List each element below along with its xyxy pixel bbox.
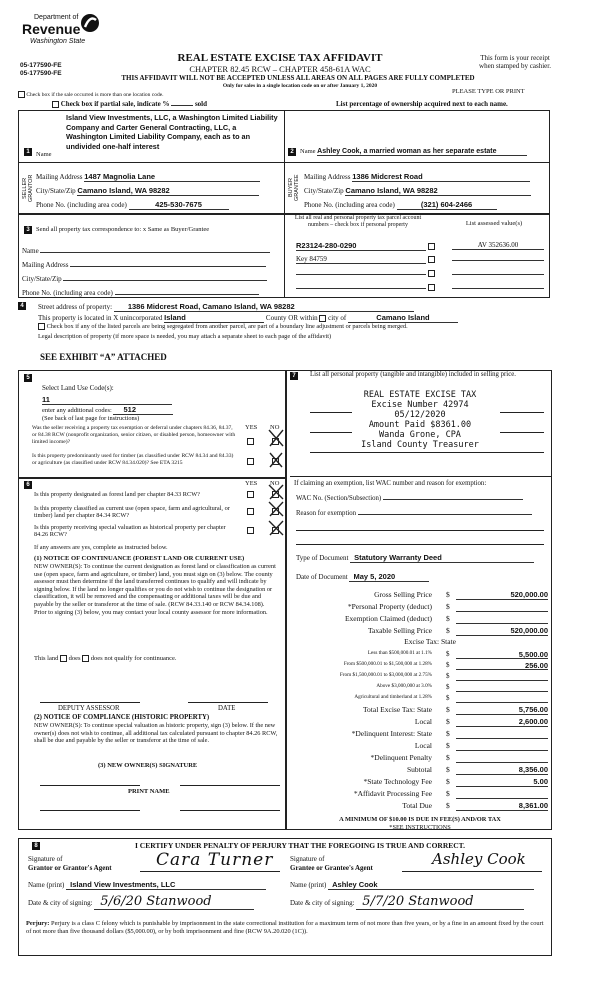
s6-q1-no-check-icon	[267, 483, 285, 501]
stamp-line-5: Wanda Grone, CPA	[379, 430, 461, 440]
multi-location-row	[18, 91, 164, 98]
seller-name-label: Name	[36, 151, 52, 158]
total-due-label: Total Due	[402, 801, 432, 810]
buyer-city-value: Camano Island, WA 98282	[345, 186, 531, 196]
rate-2-label: From $500,000.01 to $1,500,000 at 1.28%	[343, 661, 432, 667]
s6-question-3: Is this property receiving special valuation as historical property per chapter 84.26 RCW?	[34, 524, 226, 538]
s5-q1-no-check-icon	[267, 428, 285, 448]
partial-sale-label: Check box if partial sale, indicate %	[60, 100, 170, 108]
segregated-row	[38, 323, 408, 330]
assessed-1	[452, 241, 544, 250]
exemption-deduct-label: Exemption Claimed (deduct)	[344, 614, 432, 623]
s6-no-header: NO	[270, 480, 280, 487]
doc-type-label: Type of Document	[296, 554, 349, 562]
rate-2-dollar: $	[446, 661, 450, 669]
s5-q1-yes-checkbox[interactable]	[247, 438, 254, 445]
dept-of: Department of	[34, 14, 79, 21]
partial-sale-sold: sold	[194, 100, 208, 108]
grantee-name-value: Ashley Cook	[328, 880, 534, 890]
street-row	[38, 302, 414, 312]
city-of-value: Camano Island	[348, 313, 458, 323]
rate-2-row	[296, 661, 552, 670]
rate-3-row	[296, 672, 552, 681]
rate-3-label: From $1,500,000.01 to $3,000,000 at 2.75%	[339, 672, 432, 678]
parcel-2-value: Key 84759	[296, 255, 426, 264]
s5-q2-yes-checkbox[interactable]	[247, 458, 254, 465]
grantor-sig-label-1: Signature of	[28, 855, 63, 863]
rate-3-dollar: $	[446, 672, 450, 680]
street-label: Street address of property:	[38, 303, 113, 311]
personal-dollar: $	[446, 602, 450, 611]
parcel-row-3	[296, 269, 435, 277]
rate-4-label: Above $3,000,000 at 3.0%	[376, 683, 432, 689]
additional-codes-label: enter any additional codes:	[42, 407, 112, 414]
grantee-sig-label	[290, 855, 373, 872]
certify-statement: I CERTIFY UNDER PENALTY OF PERJURY THAT THE FOREGOING IS TRUE AND CORRECT.	[134, 841, 465, 850]
corr-name-label: Name	[22, 247, 39, 255]
segregated-checkbox[interactable]	[38, 323, 45, 330]
buyer-side-label: BUYER GRANTEE	[288, 174, 300, 202]
located-row	[38, 313, 458, 323]
total-state-row	[296, 705, 552, 715]
excise-state-label: Excise Tax: State	[404, 637, 456, 646]
personal-property-row	[296, 602, 552, 612]
located-value: Island	[164, 313, 264, 323]
grantor-sig-label-2: Grantor or Grantor's Agent	[28, 863, 112, 872]
exhibit-a: SEE EXHIBIT “A” ATTACHED	[40, 352, 167, 362]
section-1-number: 1	[24, 148, 32, 156]
local-dollar: $	[446, 717, 450, 726]
doc-date-label: Date of Document	[296, 573, 348, 581]
s6-if-yes: If any answers are yes, complete as instructed below.	[34, 544, 168, 551]
affidavit-fee-row	[296, 789, 552, 799]
assessed-header: List assessed value(s)	[465, 220, 523, 227]
grantor-signature: Cara Turner	[156, 850, 274, 870]
new-owner-sig-label: (3) NEW OWNER(S) SIGNATURE	[98, 762, 198, 769]
delinq-state-dollar: $	[446, 729, 450, 738]
perjury-notice	[26, 920, 546, 936]
perjury-text: Perjury is a class C felony which is punishable by imprisonment in the state correctional institution for a maximum term of not more than five years, or by a fine in an amount fixed by the court of not more than five thousand dollars ($5,000.00), or by both imprisonment and fine (RCW 9A.20.020 (1C)).	[26, 920, 544, 935]
s6-q1-yes-checkbox[interactable]	[247, 491, 254, 498]
taxable-price-value: 520,000.00	[510, 626, 548, 635]
exemption-claim-label: If claiming an exemption, list WAC number and reason for exemption:	[294, 480, 487, 487]
taxable-dollar: $	[446, 626, 450, 635]
corr-mailing-field[interactable]	[70, 266, 266, 267]
deputy-assessor-label: DEPUTY ASSESSOR	[58, 705, 120, 712]
delinq-state-row	[296, 729, 552, 739]
dor-logo	[22, 12, 102, 52]
local-row	[296, 717, 552, 727]
land-does-not-checkbox[interactable]	[82, 655, 89, 662]
delinq-local-row	[296, 741, 552, 751]
file-number-2: 05-177590-FE	[20, 70, 62, 77]
form-warning: THIS AFFIDAVIT WILL NOT BE ACCEPTED UNLESS ALL AREAS ON ALL PAGES ARE FULLY COMPLETED	[121, 74, 475, 82]
corr-mailing-row	[22, 261, 266, 269]
s5-no-header: NO	[270, 424, 280, 431]
city-of-label: city of	[328, 314, 347, 322]
seller-city-row	[36, 186, 259, 196]
notice-2-title: (2) NOTICE OF COMPLIANCE (HISTORIC PROPERTY)	[34, 714, 210, 721]
pct-ownership-note: List percentage of ownership acquired next to each name.	[336, 100, 508, 108]
corr-phone-row	[22, 289, 259, 297]
land-use-value: 11	[42, 395, 172, 405]
parcel-4-checkbox[interactable]	[428, 284, 435, 291]
s6-q2-no-check-icon	[267, 500, 285, 518]
file-number-1: 05-177590-FE	[20, 62, 62, 69]
parcel-row-1	[296, 241, 435, 251]
dept-revenue: Revenue	[22, 21, 81, 37]
delinq-local-dollar: $	[446, 741, 450, 750]
stamp-line-4: Amount Paid $8361.00	[368, 420, 472, 430]
grantor-date-row	[28, 894, 254, 910]
total-due-row	[296, 801, 552, 811]
subtotal-row	[296, 765, 552, 775]
parcel-header: List all real and personal property tax parcel account numbers – check box if personal property	[294, 215, 422, 228]
grantee-name-row	[290, 880, 534, 890]
land-use-row	[42, 395, 172, 405]
this-land-label: This land	[34, 655, 59, 662]
s6-q3-yes-checkbox[interactable]	[247, 527, 254, 534]
seller-phone-row	[36, 200, 229, 210]
dept-state: Washington State	[30, 38, 86, 45]
receipt-note-1: This form is your receipt	[480, 54, 550, 62]
does-not-label: does not qualify for continuance.	[90, 655, 177, 662]
buyer-name-row	[300, 148, 527, 156]
assessed-4-field[interactable]	[452, 288, 544, 289]
seller-phone-value: 425-530-7675	[129, 200, 229, 210]
total-state-dollar: $	[446, 705, 450, 714]
land-does-checkbox[interactable]	[60, 655, 67, 662]
reason-label: Reason for exemption	[296, 510, 357, 517]
gross-price-label: Gross Selling Price	[374, 590, 432, 599]
doc-date-row	[296, 572, 429, 582]
buyer-phone-value: (321) 604-2466	[397, 200, 497, 210]
parcel-row-4	[296, 283, 435, 291]
type-or-print: PLEASE TYPE OR PRINT	[452, 88, 525, 95]
seller-phone-label: Phone No. (including area code)	[36, 201, 127, 209]
form-title: REAL ESTATE EXCISE TAX AFFIDAVIT	[177, 52, 383, 64]
grantor-name-value: Island View Investments, LLC	[66, 880, 266, 890]
reason-field[interactable]	[358, 514, 532, 515]
rate-4-row	[296, 683, 552, 692]
rate-5-label: Agricultural and timberland at 1.28%	[354, 694, 432, 700]
grantor-name-label: Name (print)	[28, 881, 65, 889]
parcel-3-checkbox[interactable]	[428, 270, 435, 277]
subtotal-value: 8,356.00	[518, 765, 548, 774]
seller-city-label: City/State/Zip	[36, 187, 76, 195]
exemption-dollar: $	[446, 614, 450, 623]
delinq-penalty-row	[296, 753, 552, 763]
gross-price-value: 520,000.00	[510, 590, 548, 599]
partial-sale-checkbox[interactable]	[52, 101, 59, 108]
located-label: This property is located in X unincorporated	[38, 314, 163, 322]
parcel-1-checkbox[interactable]	[428, 243, 435, 250]
dor-swoosh-icon	[80, 12, 100, 34]
stamp-line-3: 05/12/2020	[394, 410, 446, 420]
corr-phone-label: Phone No. (including area code)	[22, 289, 113, 297]
perjury-label: Perjury:	[26, 920, 50, 927]
stamp-line-2: Excise Number 42974	[371, 400, 469, 410]
additional-codes-value: 512	[113, 405, 173, 415]
assessed-3	[452, 269, 544, 277]
subtotal-dollar: $	[446, 765, 450, 774]
local-value: 2,600.00	[518, 717, 548, 726]
additional-codes-row	[42, 405, 173, 415]
tech-fee-row	[296, 777, 552, 787]
grantee-sig-label-1: Signature of	[290, 855, 325, 863]
parcel-row-2	[296, 255, 435, 264]
assessed-1-value: AV 352636.00	[452, 241, 544, 250]
corr-phone-field[interactable]	[115, 294, 259, 295]
send-correspondence: Send all property tax correspondence to: x Same as Buyer/Grantee	[36, 226, 210, 233]
grantee-date-value: 5/7/20 Stanwood	[356, 894, 524, 910]
only-for-note: Only for sales in a single location code on or after January 1, 2020	[222, 83, 378, 89]
tech-fee-dollar: $	[446, 777, 450, 786]
total-due-dollar: $	[446, 801, 450, 810]
subtotal-label: Subtotal	[406, 765, 432, 774]
s5-yes-header: YES	[245, 424, 258, 431]
reason-row	[296, 510, 532, 517]
corr-mailing-label: Mailing Address	[22, 261, 69, 269]
seller-mailing-value: 1487 Magnolia Lane	[84, 172, 260, 182]
rate-4-dollar: $	[446, 683, 450, 691]
total-state-value: 5,756.00	[518, 705, 548, 714]
stamp-line-1: REAL ESTATE EXCISE TAX	[363, 390, 477, 400]
tech-fee-label: *State Technology Fee	[363, 777, 432, 786]
buyer-name-value: Ashley Cook, a married woman as her separate estate	[317, 148, 527, 156]
s5-question-1: Was the seller receiving a property tax exemption or deferral under chapters 84.36, 84.37, or 84.38 RCW (nonprofit organization, senior citizen, or disabled person, homeowner with limited income)?	[32, 425, 236, 445]
seller-mailing-label: Mailing Address	[36, 173, 83, 181]
rate-1-value: 5,500.00	[518, 650, 548, 659]
assessed-4	[452, 283, 544, 291]
this-land-row	[34, 655, 177, 662]
within-city-checkbox[interactable]	[319, 315, 326, 322]
buyer-city-label: City/State/Zip	[304, 187, 344, 195]
personal-property-label: List all personal property (tangible and intangible) included in selling price.	[310, 371, 516, 378]
notice-1-body: NEW OWNER(S): To continue the current designation as forest land or classification as current use (open space, farm and agriculture, or timber) land, you must sign on (3) below. The county assessor must then determine if the land transferred continues to qualify and will indicate by signing below. If the land no longer qualifies or you do not wish to continue the designation or classification, it will be removed and the compensating or additional taxes will be due and payable by the seller or transferor at the time of sale. (RCW 84.33.140 or RCW 84.34.108). Prior to signing (3) below, you may contact your local county assessor for more information.	[34, 563, 276, 616]
buyer-city-row	[304, 186, 531, 196]
personal-property-deduct-label: *Personal Property (deduct)	[347, 602, 432, 611]
gross-dollar: $	[446, 590, 450, 599]
delinq-penalty-label: *Delinquent Penalty	[370, 753, 432, 762]
s6-yes-header: YES	[245, 480, 258, 487]
doc-type-row	[296, 553, 534, 563]
excise-state-row	[296, 637, 552, 647]
receipt-note-2: when stamped by cashier.	[479, 62, 551, 70]
s6-question-1: Is this property designated as forest land per chapter 84.33 RCW?	[34, 491, 200, 498]
land-use-label: Select Land Use Code(s):	[42, 384, 114, 392]
grantor-sig-label	[28, 855, 112, 872]
total-state-label: Total Excise Tax: State	[362, 705, 432, 714]
partial-sale-percent[interactable]	[171, 105, 193, 106]
multi-location-checkbox[interactable]	[18, 91, 25, 98]
rate-5-dollar: $	[446, 694, 450, 702]
partial-sale-row	[52, 100, 207, 108]
corr-city-field[interactable]	[63, 280, 267, 281]
parcel-4-field[interactable]	[296, 288, 426, 289]
assessed-3-field[interactable]	[452, 274, 544, 275]
grantee-name-label: Name (print)	[290, 881, 327, 889]
assessor-date-label: DATE	[218, 705, 236, 712]
corr-name-field[interactable]	[40, 252, 270, 253]
seller-mailing-row	[36, 172, 260, 182]
delinq-local-label: Local	[414, 741, 432, 750]
rate-1-label: Less than $500,000.01 at 1.1%	[367, 650, 432, 656]
buyer-mailing-label: Mailing Address	[304, 173, 351, 181]
s5-question-2: Is this property predominantly used for timber (as classified under RCW 84.34 and 84.33) or agriculture (as classified under RCW 84.34.020)? See ETA 3215	[32, 453, 234, 466]
taxable-price-row	[296, 626, 552, 636]
seller-name-value: Island View Investments, LLC, a Washington Limited Liability Company and Carter General Contracting, LLC, a Washington Limited Liability Company, each as to an undivided one-half interest	[66, 113, 278, 151]
exemption-row	[296, 614, 552, 624]
s5-q2-no-check-icon	[268, 451, 284, 469]
street-value: 1386 Midcrest Road, Camano Island, WA 98282	[114, 302, 414, 312]
rate-1-row	[296, 650, 552, 659]
grantee-date-row	[290, 894, 524, 910]
segregated-label: Check box if any of the listed parcels are being segregated from another parcel, are part of a boundary line adjustment or parcels being merged.	[46, 323, 408, 330]
see-instructions-note: *SEE INSTRUCTIONS	[389, 824, 451, 831]
print-name-label: PRINT NAME	[128, 788, 170, 795]
corr-city-label: City/State/Zip	[22, 275, 62, 283]
corr-city-row	[22, 275, 267, 283]
section-2-number: 2	[288, 148, 296, 156]
delinq-state-label: *Delinquent Interest: State	[351, 729, 432, 738]
grantor-name-row	[28, 880, 266, 890]
section-4-number: 4	[18, 302, 26, 310]
form-subtitle: CHAPTER 82.45 RCW – CHAPTER 458-61A WAC	[189, 64, 371, 74]
county-label: County OR within	[265, 314, 318, 322]
rate-2-value: 256.00	[525, 661, 548, 670]
gross-price-row	[296, 590, 552, 600]
grantee-sig-label-2: Grantee or Grantee's Agent	[290, 863, 373, 872]
minimum-due-note: A MINIMUM OF $10.00 IS DUE IN FEE(S) AND/OR TAX	[339, 816, 501, 823]
grantor-date-value: 5/6/20 Stanwood	[94, 894, 254, 910]
section-8-number: 8	[32, 842, 40, 850]
excise-stamp	[320, 390, 520, 450]
parcel-3-field[interactable]	[296, 274, 426, 275]
multi-location-label: Check box if the sale occurred is more than one location code.	[26, 91, 164, 98]
affidavit-fee-label: *Affidavit Processing Fee	[353, 789, 432, 798]
section-6-number: 6	[24, 481, 32, 489]
buyer-mailing-row	[304, 172, 530, 182]
buyer-mailing-value: 1386 Midcrest Road	[352, 172, 530, 182]
s6-question-2: Is this property classified as current use (open space, farm and agricultural, or timber) land per chapter 84.34 RCW?	[34, 505, 230, 519]
delinq-penalty-dollar: $	[446, 753, 450, 762]
buyer-phone-row	[304, 200, 497, 210]
parcel-1-value: R23124-280-0290	[296, 241, 426, 251]
legal-description-label: Legal description of property (if more space is needed, you may attach a separate sheet to each page of the affidavit)	[38, 333, 332, 340]
rate-5-row	[296, 694, 552, 703]
parcel-2-checkbox[interactable]	[428, 256, 435, 263]
see-back-note: (See back of last page for instructions)	[42, 415, 140, 422]
section-7-number: 7	[290, 372, 298, 380]
taxable-price-label: Taxable Selling Price	[367, 626, 432, 635]
wac-row	[296, 495, 523, 502]
notice-1-title: (1) NOTICE OF CONTINUANCE (FOREST LAND OR CURRENT USE)	[34, 555, 245, 562]
section-3-number: 3	[24, 226, 32, 234]
doc-date-value: May 5, 2020	[349, 572, 429, 582]
s6-q2-yes-checkbox[interactable]	[247, 508, 254, 515]
wac-label: WAC No. (Section/Subsection)	[296, 495, 382, 502]
local-label: Local	[414, 717, 432, 726]
seller-city-value: Camano Island, WA 98282	[77, 186, 259, 196]
affidavit-fee-dollar: $	[446, 789, 450, 798]
doc-type-value: Statutory Warranty Deed	[350, 553, 534, 563]
assessed-2-field[interactable]	[452, 260, 544, 261]
tech-fee-value: 5.00	[533, 777, 548, 786]
seller-side-label: SELLER GRANTOR	[22, 174, 34, 202]
assessed-2	[452, 255, 544, 263]
section-5-number: 5	[24, 374, 32, 382]
corr-name-row	[22, 247, 270, 255]
grantee-signature: Ashley Cook	[432, 850, 526, 868]
rate-1-dollar: $	[446, 650, 450, 658]
notice-2-body: NEW OWNER(S): To continue special valuation as historic property, sign (3) below. If the new owner(s) does not wish to continue, all additional tax calculated pursuant to chapter 84.26 RCW, shall be due and payable by the seller or transferor at the time of sale.	[34, 722, 278, 745]
grantee-date-label: Date & city of signing:	[290, 899, 355, 907]
buyer-phone-label: Phone No. (including area code)	[304, 201, 395, 209]
wac-field[interactable]	[383, 499, 523, 500]
buyer-name-label: Name	[300, 148, 316, 155]
total-due-value: 8,361.00	[518, 801, 548, 810]
s6-q3-no-check-icon	[267, 519, 285, 537]
grantor-date-label: Date & city of signing:	[28, 899, 93, 907]
stamp-line-6: Island County Treasurer	[361, 440, 479, 450]
does-label: does	[68, 655, 81, 662]
